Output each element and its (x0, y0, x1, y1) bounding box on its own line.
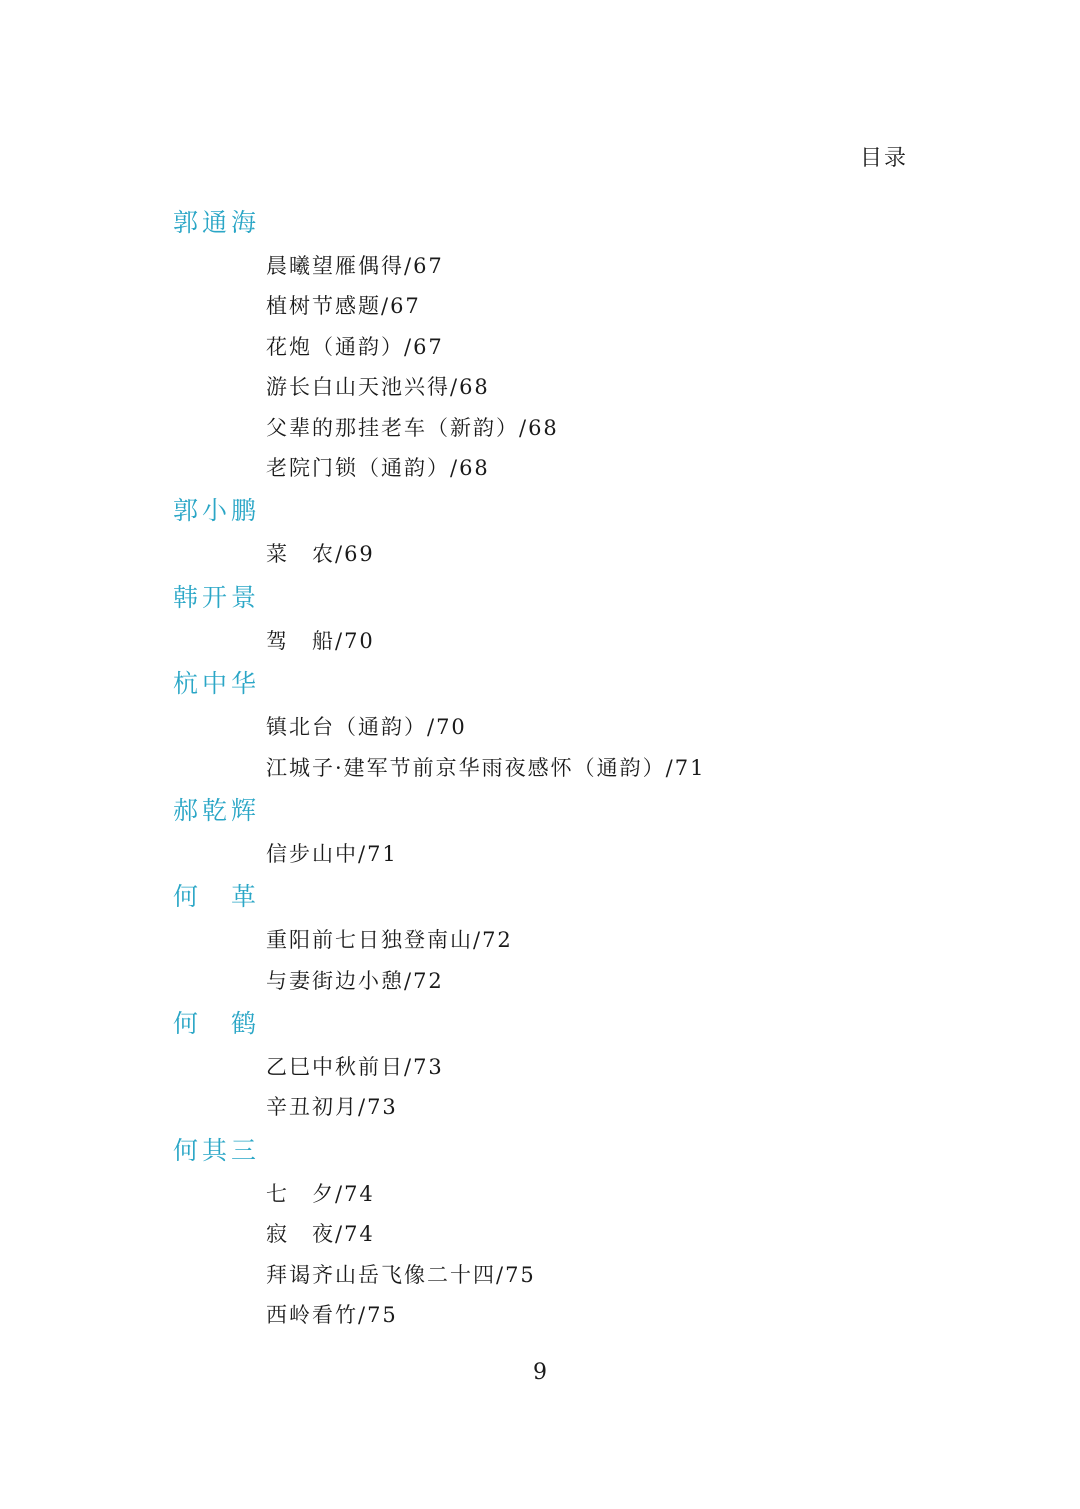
toc-group (0, 661, 1080, 788)
toc-entry: 镇北台（通韵）/70 (266, 715, 467, 740)
toc-entry: 寂 夜/74 (266, 1222, 375, 1247)
author-name: 何 革 (173, 882, 261, 912)
toc-entry: 父辈的那挂老车（新韵）/68 (266, 415, 559, 440)
table-of-contents (0, 200, 1080, 1335)
toc-entry: 与妻街边小憩/72 (266, 968, 444, 993)
toc-entry: 晨曦望雁偶得/67 (266, 254, 444, 278)
toc-group (0, 488, 1080, 574)
toc-entry: 拜谒齐山岳飞像二十四/75 (266, 1262, 536, 1287)
toc-entry: 植树节感题/67 (266, 294, 421, 319)
toc-group (0, 200, 1080, 488)
toc-entry: 七 夕/74 (266, 1181, 375, 1206)
toc-entry: 驾 船/70 (266, 628, 375, 653)
toc-entry: 信步山中/71 (266, 841, 398, 866)
author-name: 何其三 (173, 1135, 261, 1165)
toc-entry: 辛丑初月/73 (266, 1095, 398, 1120)
toc-group (0, 1128, 1080, 1336)
toc-group (0, 788, 1080, 874)
author-name: 韩开景 (173, 582, 261, 612)
author-name: 郝乾辉 (173, 795, 261, 825)
toc-entry: 江城子·建军节前京华雨夜感怀（通韵）/71 (266, 755, 706, 780)
toc-group (0, 1001, 1080, 1128)
toc-entry: 菜 农/69 (266, 542, 375, 567)
author-name: 郭小鹏 (173, 496, 261, 526)
toc-entry: 重阳前七日独登南山/72 (266, 928, 513, 953)
toc-entry: 花炮（通韵）/67 (266, 334, 444, 359)
toc-group (0, 874, 1080, 1001)
toc-entry: 西岭看竹/75 (266, 1303, 398, 1328)
page-number: 9 (533, 1360, 547, 1385)
toc-group (0, 575, 1080, 661)
author-name: 郭通海 (173, 208, 261, 237)
running-head: 目录 (859, 146, 908, 171)
toc-entry: 老院门锁（通韵）/68 (266, 455, 490, 480)
author-name: 何 鹤 (173, 1009, 261, 1039)
toc-entry: 乙巳中秋前日/73 (266, 1055, 444, 1080)
author-name: 杭中华 (173, 669, 261, 699)
toc-entry: 游长白山天池兴得/68 (266, 375, 490, 400)
